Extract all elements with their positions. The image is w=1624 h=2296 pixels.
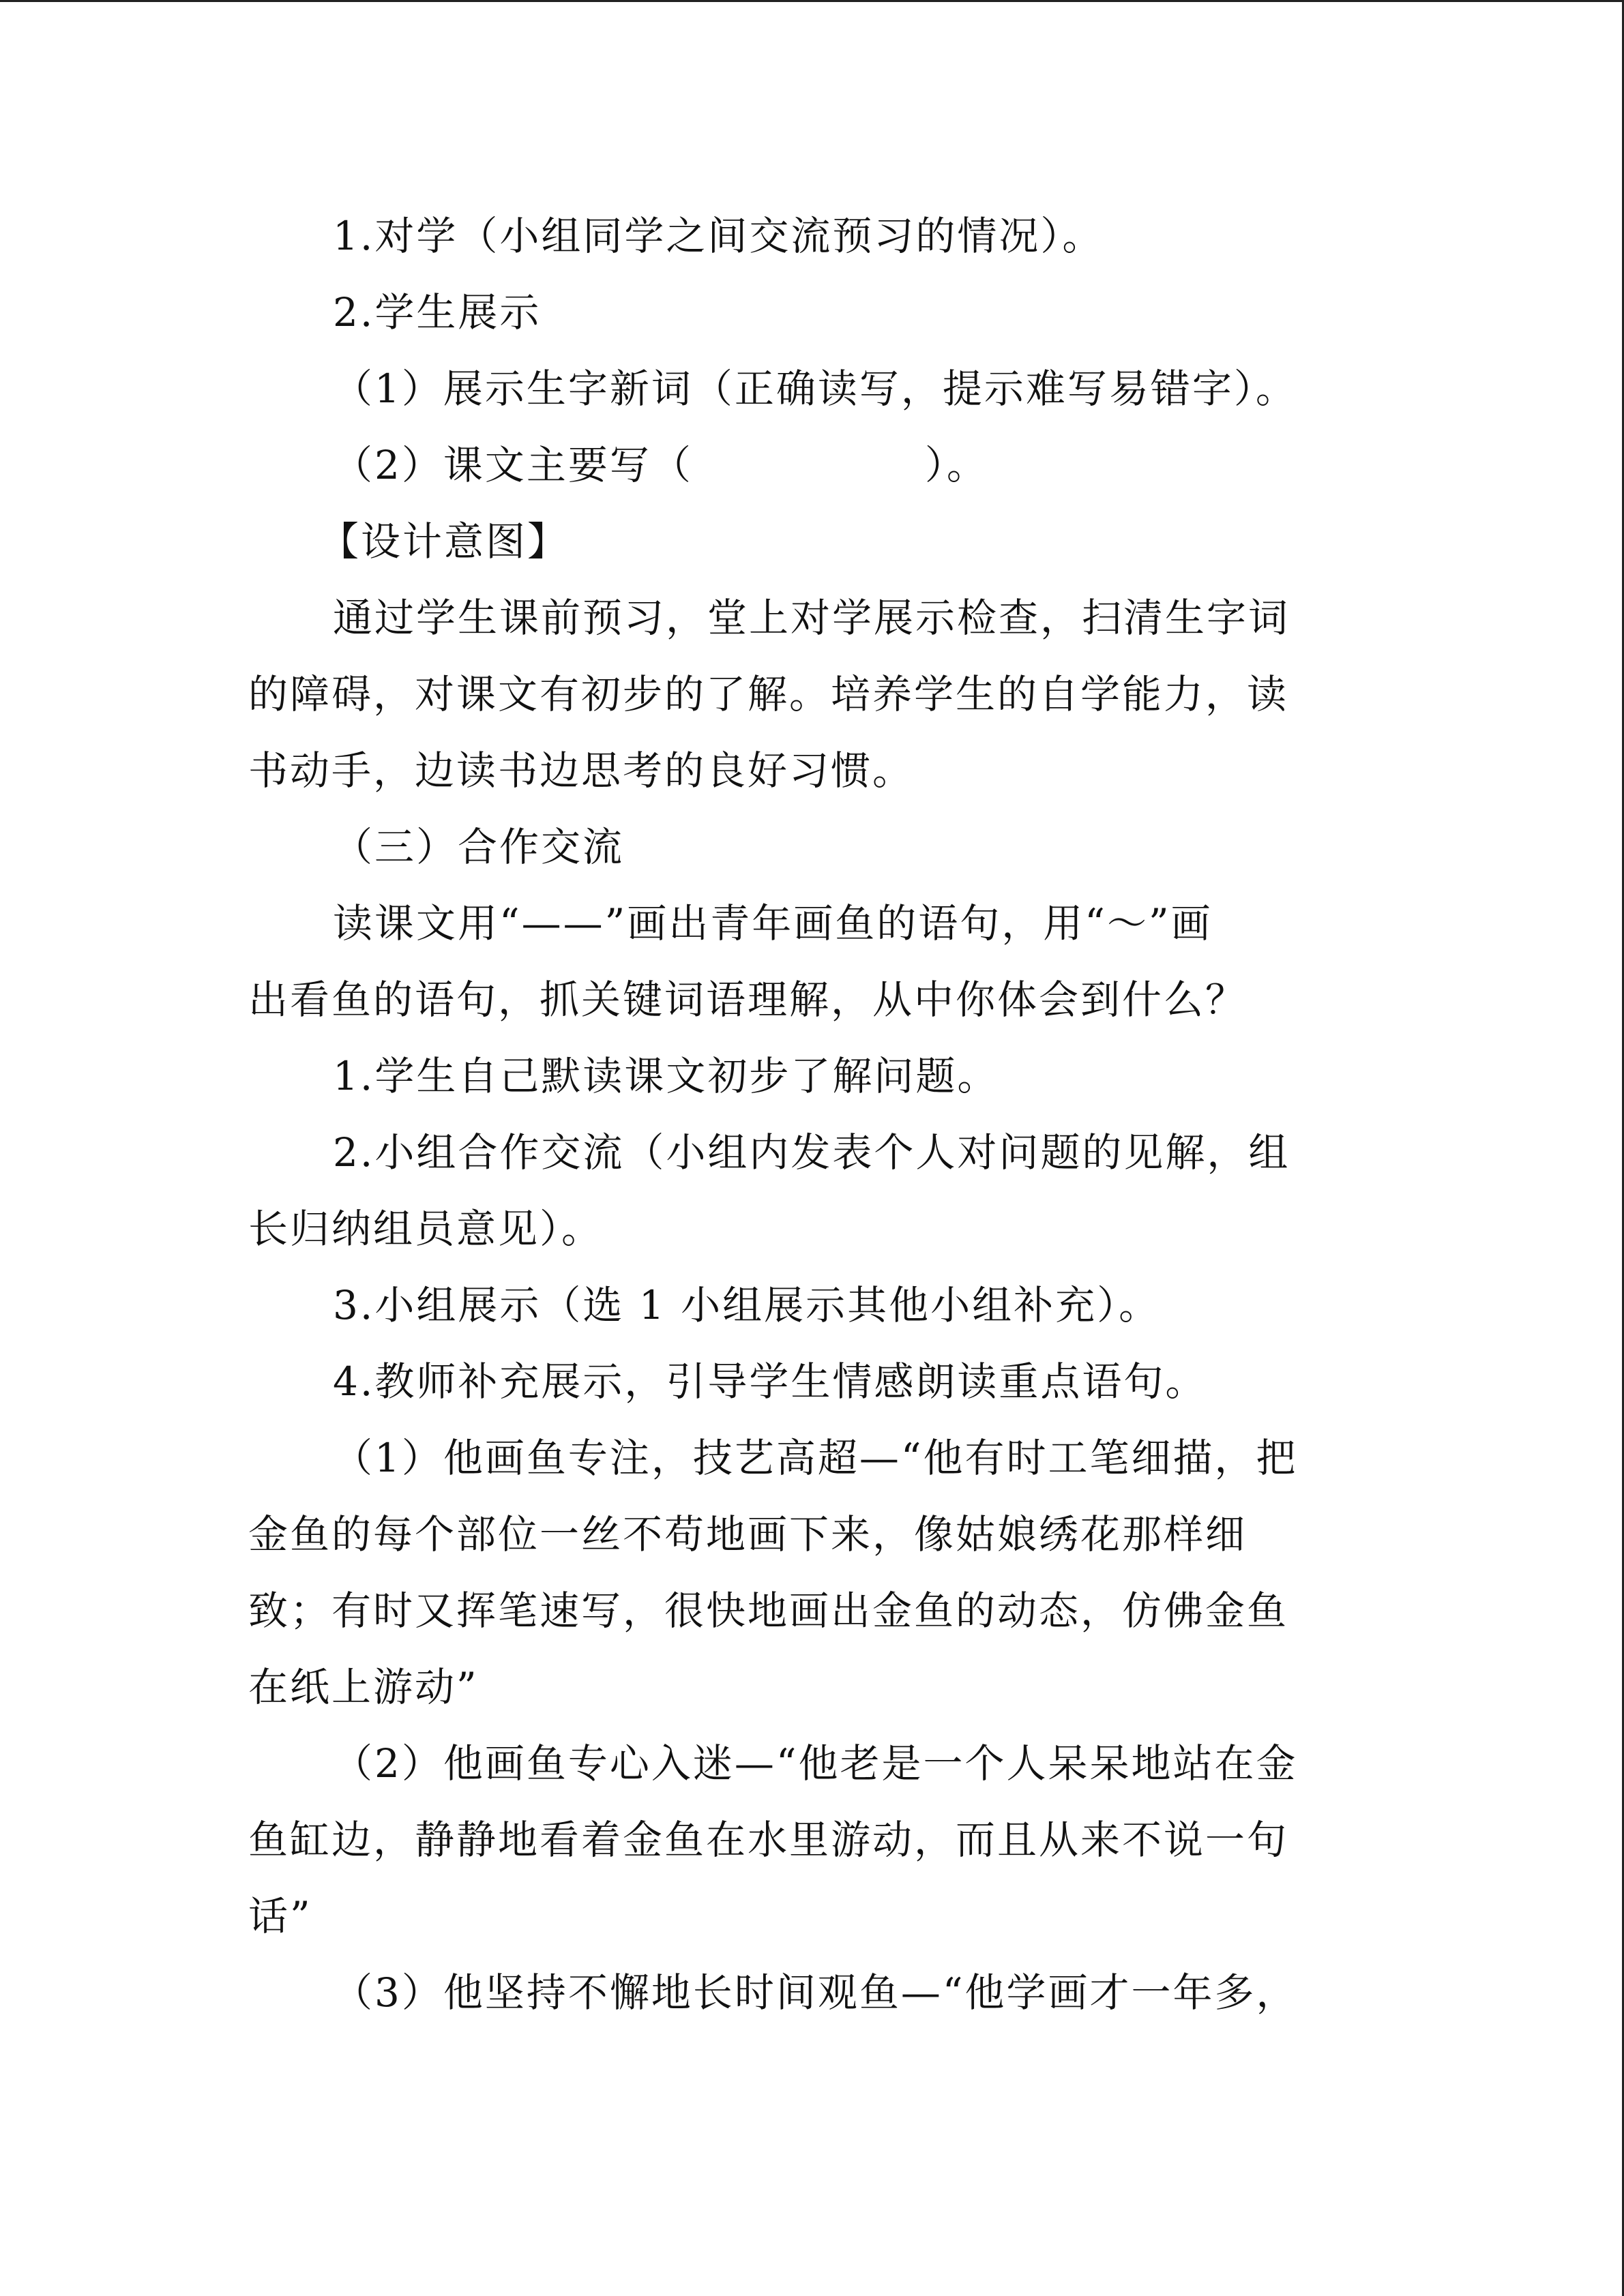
section-heading-cooperation: （三）合作交流 [333, 824, 625, 870]
text-line-21: （2）他画鱼专心入迷—“他老是一个人呆呆地站在金 [333, 1740, 1298, 1787]
text-line-12: 1.学生自己默读课文初步了解问题。 [333, 1053, 999, 1099]
text-line-1: 1.对学（小组同学之间交流预习的情况）。 [333, 213, 1104, 259]
text-line-16: 4.教师补充展示，引导学生情感朗读重点语句。 [333, 1358, 1207, 1405]
text-line-7: 的障碍，对课文有初步的了解。培养学生的自学能力，读 [248, 671, 1289, 717]
fill-in-blank-suffix: ）。 [924, 442, 988, 488]
text-line-17: （1）他画鱼专注，技艺高超—“他有时工笔细描，把 [333, 1435, 1298, 1481]
text-line-4 [248, 427, 1353, 503]
text-line-6: 通过学生课前预习，堂上对学展示检查，扫清生字词 [333, 595, 1290, 641]
text-line-11: 出看鱼的语句，抓关键词语理解，从中你体会到什么？ [248, 976, 1247, 1023]
text-line-23: 话” [248, 1893, 312, 1939]
document-body [248, 198, 1353, 2031]
text-line-22: 鱼缸边，静静地看着金鱼在水里游动，而且从来不说一句 [248, 1817, 1289, 1863]
design-intent-heading: 【设计意图】 [319, 518, 570, 565]
text-line-14: 长归纳组员意见）。 [248, 1206, 604, 1252]
text-line-24: （3）他坚持不懈地长时间观鱼—“他学画才一年多， [333, 1969, 1298, 2016]
text-line-18: 金鱼的每个部位一丝不苟地画下来，像姑娘绣花那样细 [248, 1511, 1247, 1557]
text-line-15: 3.小组展示（选 1 小组展示其他小组补充）。 [333, 1282, 1161, 1328]
text-line-10: 读课文用“——”画出青年画鱼的语句，用“～”画 [333, 900, 1213, 946]
text-line-19: 致；有时又挥笔速写，很快地画出金鱼的动态，仿佛金鱼 [248, 1587, 1289, 1634]
text-line-20: 在纸上游动” [248, 1664, 479, 1710]
text-line-2: 2.学生展示 [333, 289, 542, 336]
text-line-13: 2.小组合作交流（小组内发表个人对问题的见解，组 [333, 1129, 1290, 1176]
text-line-3: （1）展示生字新词（正确读写，提示难写易错字）。 [333, 366, 1297, 412]
text-line-8: 书动手，边读书边思考的良好习惯。 [248, 747, 915, 794]
fill-in-blank-prefix: （2）课文主要写（ [333, 442, 693, 488]
